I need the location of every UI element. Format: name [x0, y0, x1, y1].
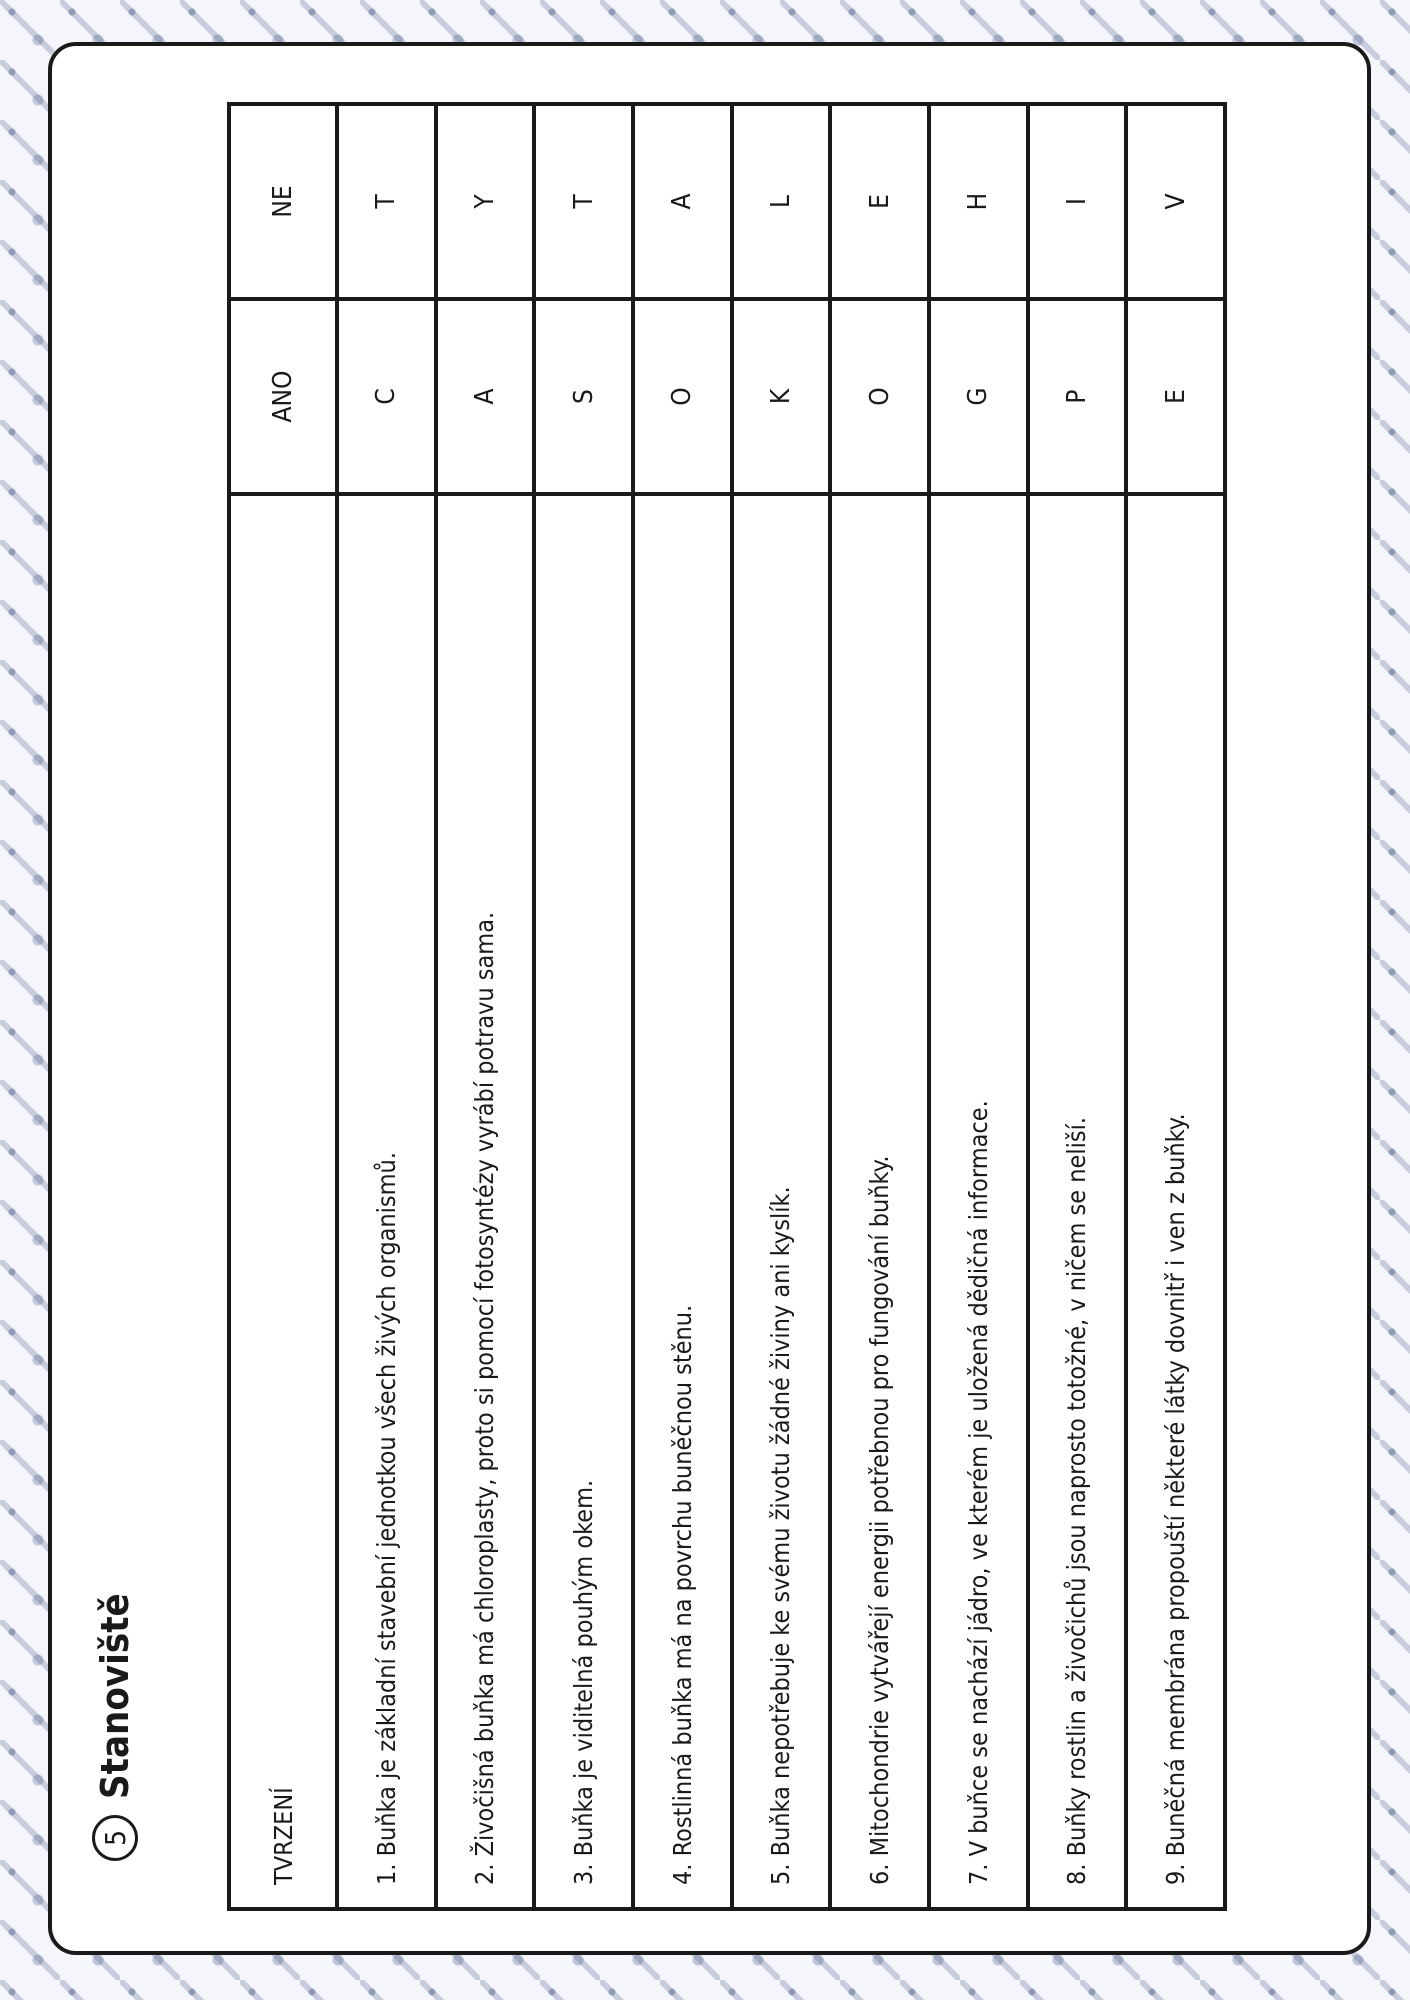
statement-cell: 3. Buňka je viditelná pouhým okem. [534, 494, 633, 1909]
statement-cell: 9. Buněčná membrána propouští některé látky dovnitř i ven z buňky. [1126, 494, 1225, 1909]
table-row [337, 104, 436, 1909]
rotated-content [52, 46, 1367, 1951]
yes-letter-cell: O [633, 299, 732, 494]
table-row [830, 104, 929, 1909]
station-number-badge: 5 [92, 1815, 138, 1861]
no-letter-cell: E [830, 104, 929, 299]
station-title: Stanoviště [93, 1593, 137, 1799]
table-row [1028, 104, 1127, 1909]
statement-cell: 4. Rostlinná buňka má na povrchu buněčnou stěnu. [633, 494, 732, 1909]
statement-cell: 5. Buňka nepotřebuje ke svému životu žádné živiny ani kyslík. [732, 494, 831, 1909]
statement-cell: 7. V buňce se nachází jádro, ve kterém je uložená dědičná informace. [929, 494, 1028, 1909]
yes-letter-cell: S [534, 299, 633, 494]
worksheet-card [48, 42, 1371, 1955]
yes-letter-cell: O [830, 299, 929, 494]
no-letter-cell: V [1126, 104, 1225, 299]
yes-letter-cell: P [1028, 299, 1127, 494]
statements-table [227, 102, 1227, 1911]
yes-letter-cell: C [337, 299, 436, 494]
header-no: NE [229, 104, 337, 299]
statement-cell: 1. Buňka je základní stavební jednotkou všech živých organismů. [337, 494, 436, 1909]
table-row [732, 104, 831, 1909]
statement-cell: 8. Buňky rostlin a živočichů jsou naprosto totožné, v ničem se neliší. [1028, 494, 1127, 1909]
header-statement: TVRZENÍ [229, 494, 337, 1909]
header-yes: ANO [229, 299, 337, 494]
table-row [929, 104, 1028, 1909]
table-row [436, 104, 535, 1909]
table-row [1126, 104, 1225, 1909]
no-letter-cell: T [534, 104, 633, 299]
table-row [534, 104, 633, 1909]
no-letter-cell: H [929, 104, 1028, 299]
table-header-row [229, 104, 337, 1909]
yes-letter-cell: G [929, 299, 1028, 494]
yes-letter-cell: K [732, 299, 831, 494]
station-header [92, 1593, 138, 1861]
statement-cell: 2. Živočišná buňka má chloroplasty, proto si pomocí fotosyntézy vyrábí potravu sama. [436, 494, 535, 1909]
yes-letter-cell: E [1126, 299, 1225, 494]
no-letter-cell: I [1028, 104, 1127, 299]
yes-letter-cell: A [436, 299, 535, 494]
no-letter-cell: Y [436, 104, 535, 299]
no-letter-cell: L [732, 104, 831, 299]
statement-cell: 6. Mitochondrie vytvářejí energii potřebnou pro fungování buňky. [830, 494, 929, 1909]
no-letter-cell: A [633, 104, 732, 299]
table-row [633, 104, 732, 1909]
no-letter-cell: T [337, 104, 436, 299]
